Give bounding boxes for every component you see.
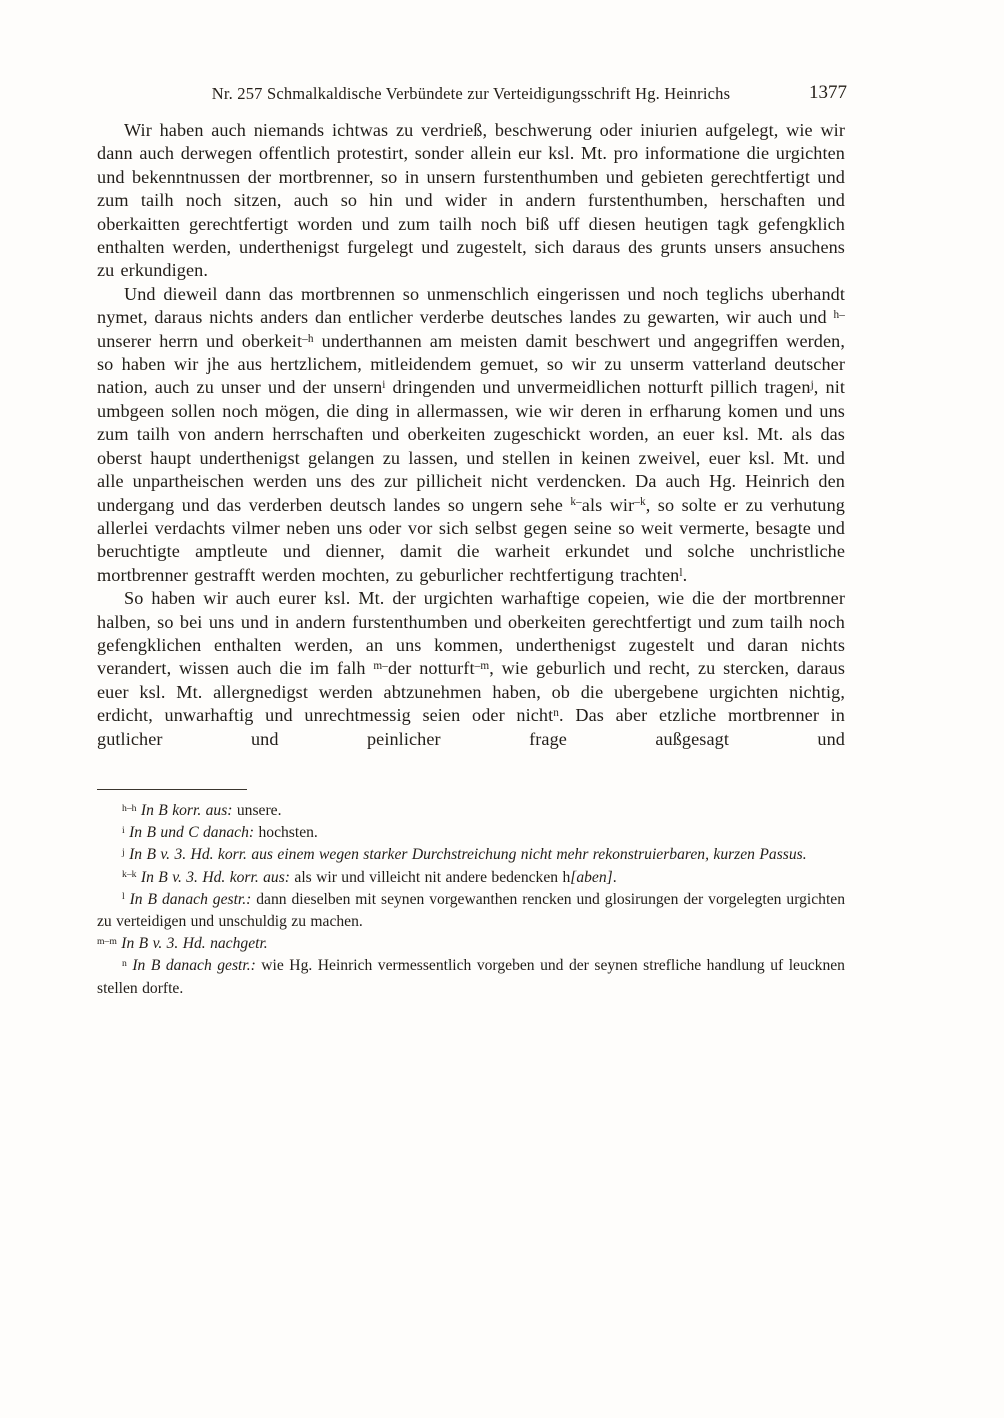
footnote bbox=[97, 844, 845, 866]
apparatus-italic-text: In B korr. aus: bbox=[140, 801, 233, 819]
footnote-reference-mark: –h bbox=[302, 332, 314, 345]
page-number: 1377 bbox=[809, 82, 847, 103]
paragraph: Und dieweil dann das mortbrennen so unmenschlich eingerissen und noch teglichs uberhandt nymet, daraus nichts anders dan entlicher verderbe deutsches landes zu gewarten, wir auch und $^{h-}$unserer herrn und oberkeit$^{-h}$ underthannen am meisten damit beschwert und angegriffen werden, so haben wir jhe aus hertzlichem, mitleidendem gemuet, so wir zu unserm vatterland deutscher nation, auch zu unser und der unsern$^i$ dringenden und unvermeidlichen notturft pillich tragen$^j$, nit umbgeen sollen noch mögen, die ding in allermassen, wie wir deren in erfharung komen und uns zum tailh von andern herrschaften und oberkeiten zugeschickt worden, an euer ksl. Mt. als das oberst haupt underthenigst gelangen zu lassen, und stellen in keinen zweivel, euer ksl. Mt. und alle unpartheischen werden uns des zur pillicheit nicht verdencken. Da auch Hg. Heinrich den undergang und das verderben deutsch landes so ungern sehe $^{k-}$als wir$^{-k}$, so solte er zu verhutung allerlei verdachts vilmer neben uns oder vor sich selbst gegen seine so weit vermerte, besagte und beruchtigte amptleute und dienner, damit die warheit erkundet und solche unchristliche mortbrenner gestrafft werden mochten, zu geburlicher rechtfertigung trachten$^l$. bbox=[97, 283, 846, 585]
apparatus-italic-text: In B danach gestr.: bbox=[132, 957, 256, 975]
footnote-marker: n bbox=[122, 958, 127, 970]
page-header bbox=[97, 84, 845, 108]
footnote: $^{k-k}$ In B v. 3. Hd. korr. aus: als wir und villeicht nit andere bedencken h[aben]. bbox=[122, 868, 617, 886]
footnote-reference-mark: h– bbox=[833, 309, 845, 322]
footnote-marker: k–k bbox=[122, 869, 137, 881]
apparatus-italic-text: In B danach gestr.: bbox=[129, 890, 252, 908]
footnote-reference-mark: i bbox=[382, 379, 386, 392]
paragraph: Wir haben auch niemands ichtwas zu verdrieß, beschwerung oder iniurien aufgelegt, wie wir dann auch derwegen offentlich protestirt, sonder allein eur ksl. Mt. pro informatione die urgichten und bekenntnussen der mortbrenner, so in unsern furstenthumben und gebieten gerechtfertigt und zum tailh noch sitzen, auch so hin und wider in andern furstenthumben, herschaften und oberkaitten gerechtfertigt worden und zum tailh noch biß uff diesen heutigen tagk gefengklich enthalten werden, underthenigst furgelegt und zugestelt, sich daraus des grunts unsers ansuchens zu erkundigen. bbox=[97, 120, 845, 281]
footnote-marker: m–m bbox=[97, 935, 117, 947]
footnote bbox=[97, 933, 845, 955]
body-paragraphs bbox=[97, 119, 845, 751]
footnotes-list bbox=[97, 800, 845, 1000]
footnote-reference-mark: –k bbox=[634, 496, 646, 509]
footnote-reference-mark: n bbox=[553, 707, 560, 720]
apparatus-italic-text: In B v. 3. Hd. nachgetr. bbox=[121, 935, 268, 953]
footnote: $^n$ In B danach gestr.: wie Hg. Heinrich vermessentlich vorgeben und der seynen strefliche handlung uf leucknen stellen dorfte. bbox=[97, 957, 845, 997]
footnote-reference-mark: l bbox=[679, 566, 683, 579]
apparatus-italic-text: In B und C danach: bbox=[129, 824, 255, 842]
footnote-marker: j bbox=[122, 847, 125, 859]
apparatus-italic-text: In B v. 3. Hd. korr. aus einem wegen starker Durchstreichung nicht mehr rekonstruierbaren, kurzen Passus. bbox=[129, 846, 807, 864]
footnote: $^l$ In B danach gestr.: dann dieselben mit seynen vorgewanthen rencken und glosirungen der vorgelegten urgichten zu verteidigen und unschuldig zu machen. bbox=[97, 890, 845, 930]
apparatus-italic-text: In B v. 3. Hd. korr. aus: bbox=[140, 868, 290, 886]
footnote-reference-mark: –m bbox=[474, 660, 490, 673]
footnote-reference-mark: j bbox=[810, 379, 814, 392]
running-title: Nr. 257 Schmalkaldische Verbündete zur Verteidigungsschrift Hg. Heinrichs bbox=[211, 84, 731, 103]
footnote-separator bbox=[97, 789, 247, 790]
paragraph: So haben wir auch eurer ksl. Mt. der urgichten warhaftige copeien, wie die der mortbrenner halben, so bei uns und in andern furstenthumben und oberkeiten gerechtfertigt und zum tailh noch gefengklichen enthalten werden, an uns kommen, underthenigst zugestelt und daran nichts verandert, wissen auch die im falh $^{m-}$der notturft$^{-m}$, wie geburlich und recht, zu stercken, daraus euer ksl. Mt. allergnedigst werden abtzunehmen haben, ob die ubergebene urgichten nichtig, erdicht, unwarhaftig und unrechtmessig seien oder nicht$^n$. Das aber etzliche mortbrenner in gutlicher und peinlicher frage außgesagt und bbox=[97, 588, 846, 749]
apparatus-italic-text: [aben] bbox=[570, 868, 613, 886]
footnote-marker: i bbox=[122, 824, 125, 836]
footnote: $^i$ In B und C danach: hochsten. bbox=[122, 824, 318, 842]
footnote-reference-mark: m– bbox=[373, 660, 388, 673]
footnote-marker: l bbox=[122, 891, 125, 903]
footnote-marker: h–h bbox=[122, 802, 137, 814]
footnote: $^{h-h}$ In B korr. aus: unsere. bbox=[122, 801, 282, 819]
footnote-reference-mark: k– bbox=[570, 496, 582, 509]
